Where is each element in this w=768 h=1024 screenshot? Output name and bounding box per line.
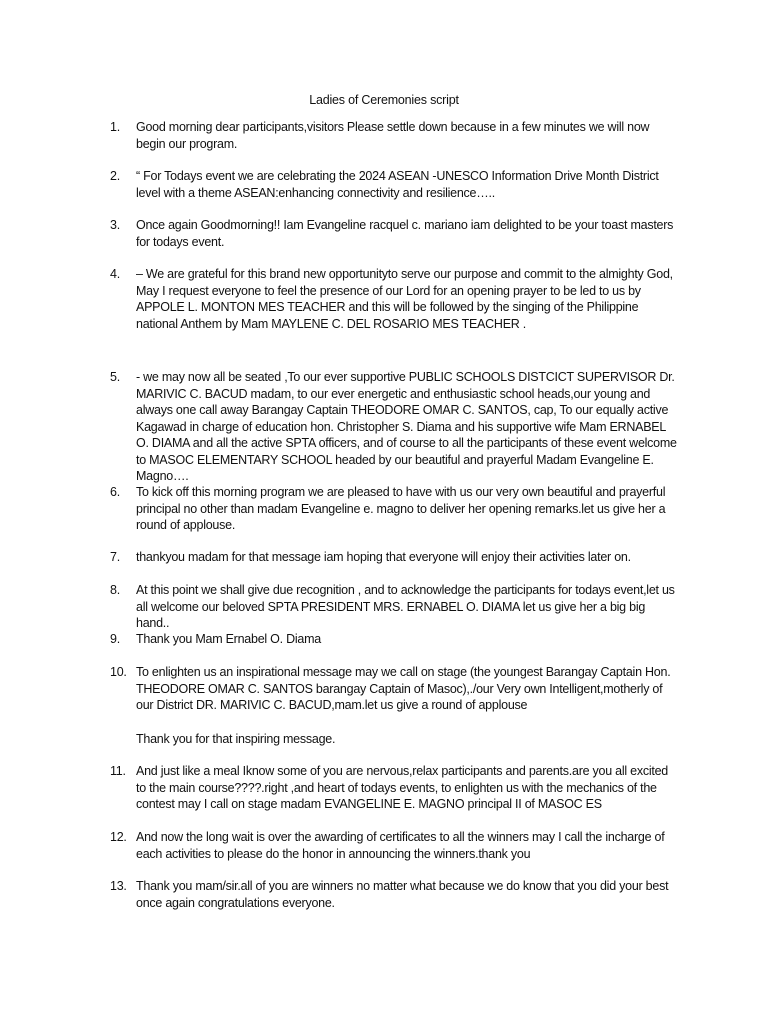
item-number: 5. xyxy=(110,370,120,384)
script-item-9 xyxy=(110,631,680,648)
item-number: 11. xyxy=(110,764,126,778)
item-number: 8. xyxy=(110,583,120,597)
item-number: 3. xyxy=(110,218,120,232)
item-text: And now the long wait is over the awarding of certificates to all the winners may I call the incharge of each activities to please do the honor in announcing the winners.thank you xyxy=(136,830,665,861)
script-item-6 xyxy=(110,484,680,534)
item-number: 9. xyxy=(110,632,120,646)
item-text: - we may now all be seated ,To our ever supportive PUBLIC SCHOOLS DISTCICT SUPERVISOR Dr. MARIVIC C. BACUD madam, to our ever energetic and enthusiastic school heads,our young and always one call away Barangay Captain THEODORE OMAR C. SANTOS, cap, To our equally active Kagawad in charge of education hon. Christopher S. Diama and his supportive wife Mam ERNABEL O. DIAMA and all the active SPTA officers, and of course to all the participants of these event welcome to MASOC ELEMENTARY SCHOOL headed by our beautiful and prayerful Madam Evangeline E. Magno…. xyxy=(136,370,677,483)
item-text: To enlighten us an inspirational message may we call on stage (the youngest Barangay Captain Hon. THEODORE OMAR C. SANTOS barangay Captain of Masoc),./our Very own Intelligent,motherly of our District DR. MARIVIC C. BACUD,mam.let us give a round of applouse xyxy=(136,665,671,712)
script-item-1 xyxy=(110,119,680,152)
script-item-13 xyxy=(110,878,680,911)
item-number: 13. xyxy=(110,879,127,893)
item-number: 10. xyxy=(110,665,127,679)
item-text: “ For Todays event we are celebrating the 2024 ASEAN -UNESCO Information Drive Month District level with a theme ASEAN:enhancing connectivity and resilience….. xyxy=(136,169,659,200)
script-item-10 xyxy=(110,664,680,714)
item-text: Thank you Mam Ernabel O. Diama xyxy=(136,632,321,646)
item-text: thankyou madam for that message iam hoping that everyone will enjoy their activities later on. xyxy=(136,550,631,564)
item-text: And just like a meal Iknow some of you are nervous,relax participants and parents.are you all excited to the main course????.right ,and heart of todays events, to enlighten us with the mechanics of the contest may I call on stage madam EVANGELINE E. MAGNO principal II of MASOC ES xyxy=(136,764,668,811)
item-text: At this point we shall give due recognition , and to acknowledge the participants for todays event,let us all welcome our beloved SPTA PRESIDENT MRS. ERNABEL O. DIAMA let us give her a big big hand.. xyxy=(136,583,675,630)
item-number: 6. xyxy=(110,485,120,499)
item-text: Once again Goodmorning!! Iam Evangeline racquel c. mariano iam delighted to be your toast masters for todays event. xyxy=(136,218,674,249)
document-title: Ladies of Ceremonies script xyxy=(309,93,459,107)
script-item-4 xyxy=(110,266,680,332)
item-text: Thank you mam/sir.all of you are winners no matter what because we do know that you did your best once again congratulations everyone. xyxy=(136,879,669,910)
script-item-7 xyxy=(110,549,680,566)
script-item-8 xyxy=(110,582,680,632)
script-item-10-followup xyxy=(110,731,680,748)
item-text: To kick off this morning program we are pleased to have with us our very own beautiful and prayerful principal no other than madam Evangeline e. magno to deliver her opening remarks.let us give her a round of applouse. xyxy=(136,485,666,532)
script-item-12 xyxy=(110,829,680,862)
script-item-3 xyxy=(110,217,680,250)
script-item-2 xyxy=(110,168,680,201)
item-number: 4. xyxy=(110,267,120,281)
item-text: Thank you for that inspiring message. xyxy=(136,732,336,746)
script-item-11 xyxy=(110,763,680,813)
item-text: Good morning dear participants,visitors Please settle down because in a few minutes we will now begin our program. xyxy=(136,120,650,151)
item-text: – We are grateful for this brand new opportunityto serve our purpose and commit to the almighty God, May I request everyone to feel the presence of our Lord for an opening prayer to be led to us by APPOLE L. MONTON MES TEACHER and this will be followed by the singing of the Philippine national Anthem by Mam MAYLENE C. DEL ROSARIO MES TEACHER . xyxy=(136,267,673,331)
item-number: 1. xyxy=(110,120,120,134)
script-item-5 xyxy=(110,369,680,485)
item-number: 12. xyxy=(110,830,127,844)
item-number: 2. xyxy=(110,169,120,183)
item-number: 7. xyxy=(110,550,120,564)
